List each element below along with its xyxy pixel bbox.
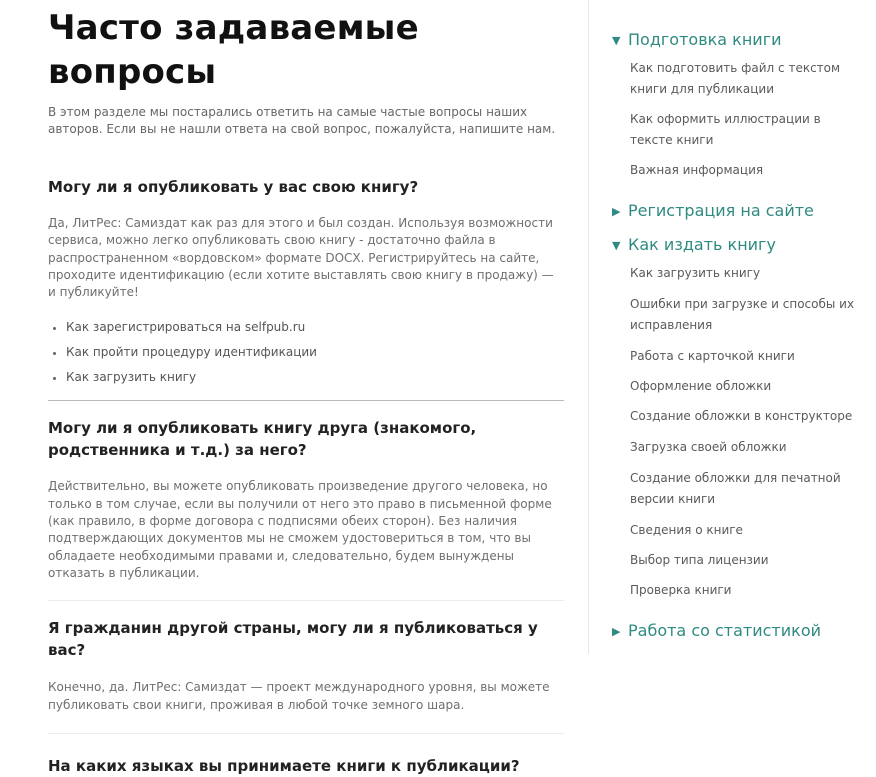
faq-question: Я гражданин другой страны, могу ли я публиковаться у вас? bbox=[48, 619, 538, 660]
link-identification[interactable]: Как пройти процедуру идентификации bbox=[66, 345, 317, 360]
faq-item bbox=[48, 755, 564, 777]
page-intro: В этом разделе мы постарались ответить на самые частые вопросы наших авторов. Если вы не нашли ответа на свой вопрос, пожалуйста, напишите нам. bbox=[48, 105, 556, 136]
faq-answer: Да, ЛитРес: Самиздат как раз для этого и был создан. Используя возможности сервиса, можно легко опубликовать свою книгу - достаточно файла в распространенном «вордовском» формате DOCX. Регистрируйтесь на сайте, проходите идентификацию (если хотите выставлять свою книгу в продажу) — и публикуйте! bbox=[48, 216, 554, 300]
sidebar-item-cover-constructor[interactable]: Создание обложки в конструкторе bbox=[630, 409, 853, 423]
faq-answer: Конечно, да. ЛитРес: Самиздат — проект международного уровня, вы можете публиковать свои книги, проживая в любой точке земного шара. bbox=[48, 680, 550, 712]
faq-item bbox=[48, 417, 564, 582]
faq-item bbox=[48, 176, 564, 390]
sidebar-section-statistics[interactable] bbox=[612, 621, 821, 640]
faq-item bbox=[48, 617, 564, 714]
sidebar-item-upload-errors[interactable]: Ошибки при загрузке и способы их исправления bbox=[630, 297, 855, 332]
sidebar-item-book-card[interactable]: Работа с карточкой книги bbox=[630, 349, 795, 363]
sidebar-item-book-info[interactable]: Сведения о книге bbox=[630, 523, 743, 537]
link-register[interactable]: Как зарегистрироваться на selfpub.ru bbox=[66, 320, 306, 335]
triangle-down-icon: ▼ bbox=[612, 34, 621, 47]
sidebar-section-label: Как издать книгу bbox=[628, 235, 776, 254]
divider bbox=[48, 400, 564, 401]
list-item bbox=[66, 365, 564, 390]
sidebar-item-book-check[interactable]: Проверка книги bbox=[630, 583, 732, 597]
sidebar-item-license-type[interactable]: Выбор типа лицензии bbox=[630, 553, 769, 567]
sidebar-section-label: Регистрация на сайте bbox=[628, 201, 814, 220]
sidebar-item-print-cover[interactable]: Создание обложки для печатной версии книги bbox=[630, 471, 841, 506]
sidebar-item-cover-design[interactable]: Оформление обложки bbox=[630, 379, 772, 393]
faq-answer: Действительно, вы можете опубликовать произведение другого человека, но только в том случае, если вы получили от него это право в письменной форме (как правило, в форме договора с подписями обеих сторон). Без наличия подтверждающих документов мы не сможем удостовериться в том, что вы обладаете необходимыми правами и, следовательно, будем вынуждены отказать в публикации. bbox=[48, 479, 552, 580]
faq-question: На каких языках вы принимаете книги к публикации? bbox=[48, 756, 520, 775]
triangle-right-icon: ▶ bbox=[612, 205, 621, 218]
sidebar-section-book-preparation[interactable] bbox=[612, 30, 782, 49]
faq-content bbox=[48, 0, 564, 775]
sidebar-item-important-info[interactable]: Важная информация bbox=[630, 163, 764, 177]
sidebar-section-label: Работа со статистикой bbox=[628, 621, 821, 640]
sidebar-section-registration[interactable] bbox=[612, 201, 814, 220]
divider bbox=[48, 600, 564, 601]
faq-links-list bbox=[48, 315, 564, 390]
sidebar-item-illustrations[interactable]: Как оформить иллюстрации в тексте книги bbox=[630, 112, 821, 147]
sidebar-section-publish-book[interactable] bbox=[612, 235, 776, 254]
list-item bbox=[66, 340, 564, 365]
triangle-right-icon: ▶ bbox=[612, 625, 621, 638]
faq-question: Могу ли я опубликовать у вас свою книгу? bbox=[48, 178, 419, 196]
sidebar-nav bbox=[612, 0, 876, 654]
faq-question: Могу ли я опубликовать книгу друга (знакомого, родственника и т.д.) за него? bbox=[48, 419, 477, 460]
page-title: Часто задаваемые вопросы bbox=[48, 8, 419, 92]
list-item bbox=[66, 315, 564, 340]
link-upload-book[interactable]: Как загрузить книгу bbox=[66, 370, 197, 385]
sidebar-item-prepare-file[interactable]: Как подготовить файл с текстом книги для публикации bbox=[630, 61, 841, 96]
triangle-down-icon: ▼ bbox=[612, 239, 621, 252]
divider bbox=[48, 733, 564, 734]
sidebar-item-upload-cover[interactable]: Загрузка своей обложки bbox=[630, 440, 787, 454]
sidebar-item-upload-book[interactable]: Как загрузить книгу bbox=[630, 266, 761, 280]
sidebar-divider bbox=[588, 0, 589, 654]
sidebar-section-label: Подготовка книги bbox=[628, 30, 782, 49]
